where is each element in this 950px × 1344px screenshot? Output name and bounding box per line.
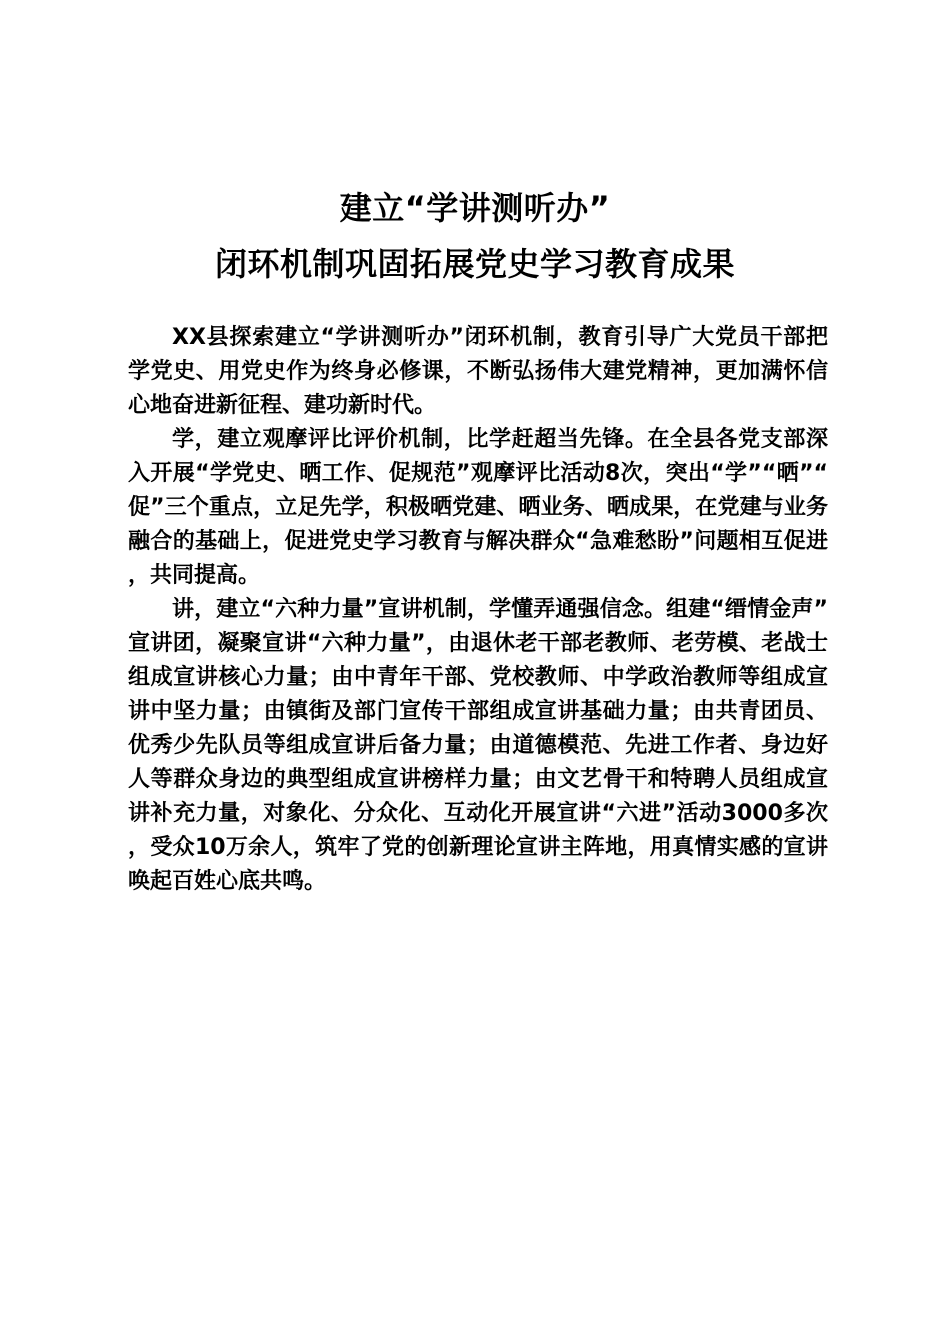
- title-line-1: 建立“学讲测听办”: [339, 189, 611, 227]
- paragraph-intro: XX县探索建立“学讲测听办”闭环机制，教育引导广大党员干部把学党史、用党史作为终身必修课，不断弘扬伟大建党精神，更加满怀信心地奋进新征程、建功新时代。: [128, 325, 828, 418]
- document-title: [0, 180, 950, 292]
- document-body: [128, 321, 828, 899]
- paragraph-speak: 讲，建立“六种力量”宣讲机制，学懂弄通强信念。组建“缙情金声”宣讲团，凝聚宣讲“六种力量”，由退休老干部老教师、老劳模、老战士组成宣讲核心力量；由中青年干部、党校教师、中学政治教师等组成宣讲中坚力量；由镇街及部门宣传干部组成宣讲基础力量；由共青团员、优秀少先队员等组成宣讲后备力量；由道德模范、先进工作者、身边好人等群众身边的典型组成宣讲榜样力量；由文艺骨干和特聘人员组成宣讲补充力量，对象化、分众化、互动化开展宣讲“六进”活动3000多次，受众10万余人，筑牢了党的创新理论宣讲主阵地，用真情实感的宣讲唤起百姓心底共鸣。: [128, 597, 828, 894]
- paragraph-learn: 学，建立观摩评比评价机制，比学赶超当先锋。在全县各党支部深入开展“学党史、晒工作、促规范”观摩评比活动8次，突出“学”“晒”“促”三个重点，立足先学，积极晒党建、晒业务、晒成果，在党建与业务融合的基础上，促进党史学习教育与解决群众“急难愁盼”问题相互促进，共同提高。: [128, 427, 828, 588]
- title-line-2: 闭环机制巩固拓展党史学习教育成果: [214, 245, 735, 283]
